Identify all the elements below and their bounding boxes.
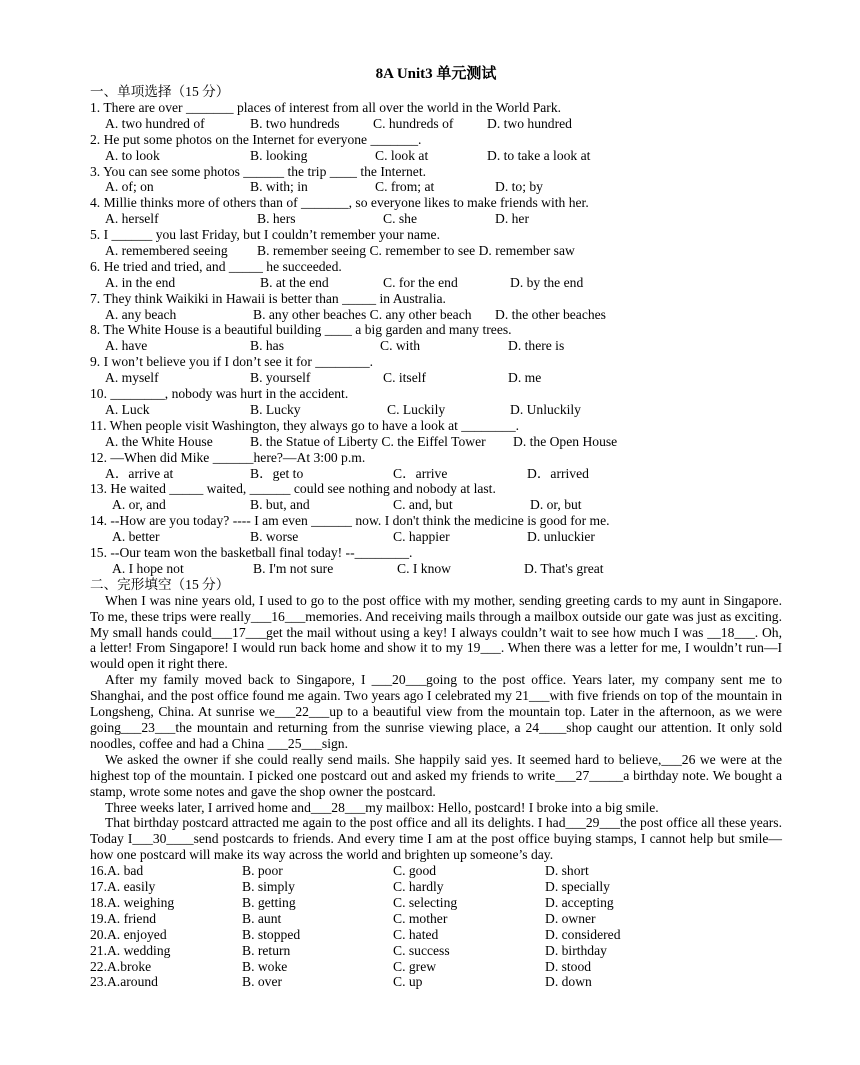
options-row: [90, 434, 782, 450]
choice-option: D. specially: [545, 879, 610, 895]
choice-row: [90, 895, 782, 911]
choice-option: D. short: [545, 863, 589, 879]
option: C. look at: [375, 147, 429, 163]
option: B. at the end: [260, 274, 329, 290]
choice-option: 20.A. enjoyed: [90, 926, 167, 942]
choice-option: C. hardly: [393, 879, 444, 895]
choice-option: C. mother: [393, 910, 448, 926]
choice-option: 19.A. friend: [90, 910, 157, 926]
option: C. Luckily: [387, 401, 446, 417]
option: C. and, but: [393, 497, 453, 513]
choice-option: B. aunt: [242, 910, 282, 926]
options-row: [90, 497, 782, 513]
question-1: 1. There are over _______ places of interest from all over the world in the World Park.: [90, 99, 562, 115]
question-12: 12. —When did Mike ______here?—At 3:00 p.m.: [90, 449, 366, 465]
option: A. of; on: [105, 179, 154, 195]
choice-option: D. owner: [545, 910, 596, 926]
options-row: [90, 116, 782, 132]
option: A. better: [112, 529, 160, 545]
option: B. any other beaches C. any other beach: [253, 306, 472, 322]
cloze-paragraph: When I was nine years old, I used to go to the post office with my mother, sending greeting cards to my aunt in Singapore. To me, these trips were really___16___memories. And receiving mails through a mailbox outside our gate was just as exciting. My small hands could___17___get the mail without using a key! I always couldn’t wait to see how much I was __18___. Oh, a letter! From Singapore! I would run back home and show it to my 19___. When there was a letter for me, I wouldn’t run—I would open it right there.: [90, 592, 782, 672]
question-3: 3. You can see some photos ______ the trip ____ the Internet.: [90, 163, 427, 179]
option: C. she: [383, 211, 417, 227]
option: C．arrive: [393, 465, 448, 481]
option: D. there is: [508, 338, 565, 354]
option: C. happier: [393, 529, 450, 545]
option: C. for the end: [383, 274, 458, 290]
option: B. has: [250, 338, 284, 354]
options-row: [90, 179, 782, 195]
question-14: 14. --How are you today? ---- I am even ______ now. I don't think the medicine is good for me.: [90, 513, 610, 529]
option: A. to look: [105, 147, 160, 163]
cloze-paragraph: We asked the owner if she could really send mails. She happily said yes. It seemed hard to believe,___26 we were at the highest top of the mountain. I picked one postcard out and asked my friends to write___27_____a birthday note. We bought a stamp, wrote some notes and gave the shop owner the postcard.: [90, 751, 782, 799]
options-row: [90, 148, 782, 164]
choice-option: D. considered: [545, 926, 621, 942]
option: A. have: [105, 338, 148, 354]
option: C. with: [380, 338, 421, 354]
question-6: 6. He tried and tried, and _____ he succeeded.: [90, 258, 342, 274]
option: B. with; in: [250, 179, 308, 195]
option: A. herself: [105, 211, 159, 227]
question-10: 10. ________, nobody was hurt in the accident.: [90, 386, 349, 402]
option: A. any beach: [105, 306, 177, 322]
choice-option: C. hated: [393, 926, 439, 942]
option: D. unluckier: [527, 529, 595, 545]
option: B. worse: [250, 529, 299, 545]
option: D. the Open House: [513, 433, 618, 449]
section-2-heading: 二、完形填空（15 分）: [90, 576, 230, 592]
option: A. the White House: [105, 433, 213, 449]
test-page: [90, 66, 782, 990]
choice-option: C. success: [393, 942, 450, 958]
option: C. from; at: [375, 179, 435, 195]
option: B. the Statue of Liberty C. the Eiffel Tower: [250, 433, 486, 449]
question-13: 13. He waited _____ waited, ______ could see nothing and nobody at last.: [90, 481, 496, 497]
section-1-heading: 一、单项选择（15 分）: [90, 84, 230, 99]
choice-option: D. down: [545, 974, 592, 990]
option: D. That's great: [524, 560, 604, 576]
option: B. yourself: [250, 370, 311, 386]
question-11: 11. When people visit Washington, they always go to have a look at ________.: [90, 417, 520, 433]
option: B. looking: [250, 147, 308, 163]
option: D．arrived: [527, 465, 589, 481]
choice-option: D. birthday: [545, 942, 607, 958]
choice-row: [90, 959, 782, 975]
cloze-paragraph: After my family moved back to Singapore, I ___20___going to the post office. Years later, my company sent me to Shanghai, and the post office found me again. Two years ago I celebrated my 21___with five friends on top of the mountain in Longsheng, China. At sunrise we___22___up to a beautiful view from the mountain top. Later in the afternoon, as we were going___23___the mountain and returning from the sunrise viewing place, a 24____shop caught our attention. It only sold noodles, coffee and had a China ___25___sign.: [90, 672, 782, 751]
question-5: 5. I ______ you last Friday, but I couldn’t remember your name.: [90, 227, 440, 243]
question-8: 8. The White House is a beautiful building ____ a big garden and many trees.: [90, 322, 512, 338]
cloze-choices: [90, 863, 782, 990]
choice-option: 21.A. wedding: [90, 942, 171, 958]
choice-option: 18.A. weighing: [90, 894, 175, 910]
question-9: 9. I won’t believe you if I don’t see it for ________.: [90, 354, 374, 370]
choice-option: B. getting: [242, 894, 296, 910]
options-row: [90, 370, 782, 386]
options-row: [90, 402, 782, 418]
option: A. two hundred of: [105, 115, 205, 131]
options-row: [90, 307, 782, 323]
choice-option: C. good: [393, 863, 437, 879]
option: B. hers: [257, 211, 296, 227]
multiple-choice-section: [90, 100, 782, 577]
cloze-passage: [90, 593, 782, 863]
option: C. itself: [383, 370, 427, 386]
option: B. remember seeing C. remember to see D. remember saw: [257, 243, 575, 258]
choice-row: [90, 974, 782, 990]
option: D. to take a look at: [487, 147, 591, 163]
option: D. me: [508, 370, 542, 386]
choice-option: 16.A. bad: [90, 863, 144, 879]
options-row: [90, 243, 782, 259]
question-7: 7. They think Waikiki in Hawaii is better than _____ in Australia.: [90, 290, 446, 306]
choice-option: B. return: [242, 942, 291, 958]
choice-option: 23.A.around: [90, 974, 158, 990]
question-15: 15. --Our team won the basketball final today! --________.: [90, 545, 413, 561]
option: B. I'm not sure: [253, 560, 334, 576]
choice-option: B. simply: [242, 879, 295, 895]
option: D. Unluckily: [510, 401, 581, 417]
choice-option: 17.A. easily: [90, 879, 156, 895]
option: A．arrive at: [105, 465, 174, 481]
option: C. I know: [397, 560, 451, 576]
question-4: 4. Millie thinks more of others than of _______, so everyone likes to make friends with her.: [90, 195, 589, 211]
page-title: 8A Unit3 单元测试: [375, 66, 497, 82]
choice-option: C. up: [393, 974, 423, 990]
option: A. Luck: [105, 401, 150, 417]
cloze-paragraph: Three weeks later, I arrived home and___28___my mailbox: Hello, postcard! I broke into a big smile.: [105, 799, 659, 815]
choice-row: [90, 911, 782, 927]
choice-option: 22.A.broke: [90, 958, 152, 974]
option: D. her: [495, 211, 529, 227]
option: D. by the end: [510, 274, 584, 290]
choice-row: [90, 943, 782, 959]
options-row: [90, 275, 782, 291]
options-row: [90, 561, 782, 577]
choice-option: C. grew: [393, 958, 437, 974]
cloze-paragraph: That birthday postcard attracted me again to the post office and all its delights. I had___29___the post office all these years. Today I___30____send postcards to friends. And every time I am at the post office buying stamps, I cannot help but smile—how one postcard will make its way across the world and brighten up someone’s day.: [90, 815, 782, 863]
option: D. to; by: [495, 179, 543, 195]
options-row: [90, 529, 782, 545]
option: B．get to: [250, 465, 304, 481]
option: B. Lucky: [250, 401, 301, 417]
options-row: [90, 338, 782, 354]
option: A. remembered seeing: [105, 243, 228, 258]
choice-option: D. accepting: [545, 894, 614, 910]
choice-option: B. woke: [242, 958, 288, 974]
options-row: [90, 211, 782, 227]
option: A. I hope not: [112, 560, 184, 576]
choice-row: [90, 927, 782, 943]
option: B. two hundreds: [250, 115, 340, 131]
choice-option: B. over: [242, 974, 283, 990]
option: A. or, and: [112, 497, 166, 513]
options-row: [90, 466, 782, 482]
choice-option: D. stood: [545, 958, 592, 974]
choice-option: B. poor: [242, 863, 283, 879]
option: A. in the end: [105, 274, 176, 290]
option: C. hundreds of: [373, 115, 454, 131]
option: A. myself: [105, 370, 159, 386]
choice-row: [90, 879, 782, 895]
option: D. or, but: [530, 497, 582, 513]
question-2: 2. He put some photos on the Internet for everyone _______.: [90, 131, 422, 147]
choice-option: C. selecting: [393, 894, 458, 910]
option: D. two hundred: [487, 115, 572, 131]
option: D. the other beaches: [495, 306, 606, 322]
choice-row: [90, 863, 782, 879]
choice-option: B. stopped: [242, 926, 301, 942]
option: B. but, and: [250, 497, 310, 513]
